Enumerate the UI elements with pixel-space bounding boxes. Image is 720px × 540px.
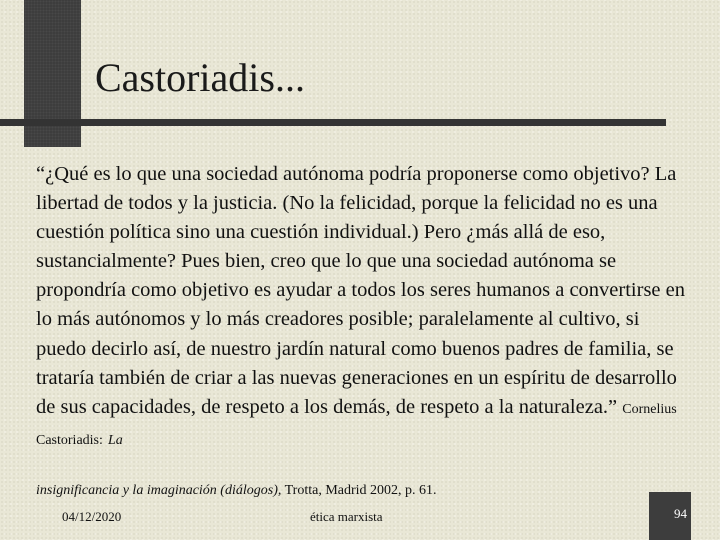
page-number-box xyxy=(649,492,691,540)
citation-work-start: La xyxy=(108,432,123,448)
citation-publisher: Trotta, Madrid 2002, p. 61. xyxy=(284,483,437,498)
page-number: 94 xyxy=(674,506,687,521)
footer-center-text: ética marxista xyxy=(310,509,383,524)
citation-line xyxy=(36,482,686,500)
title-underline-rule xyxy=(0,119,666,126)
footer-date: 04/12/2020 xyxy=(62,509,122,524)
quote-text xyxy=(36,160,686,455)
slide-title: Castoriadis... xyxy=(95,55,305,100)
citation-author: Cornelius Castoriadis: xyxy=(36,401,677,448)
citation-work-title: insignificancia y la imaginación (diálogos), xyxy=(36,483,282,498)
quote-body: “¿Qué es lo que una sociedad autónoma podría proponerse como objetivo? La libertad de todos y la justicia. (No la felicidad, porque la felicidad no es una cuestión política sino una cuestión individual.) Pero ¿más allá de eso, sustancialmente? Pues bien, creo que lo que una sociedad autónoma se propondría como objetivo es ayudar a todos los seres humanos a convertirse en lo más autónomos y lo más creadores posible; paralelamente al cultivo, si puedo decirlo así, de nuestro jardín natural como buenos padres de familia, se trataría también de criar a las nuevas generaciones en un espíritu de desarrollo de sus capacidades, de respeto a los demás, de respeto a la naturaleza.” xyxy=(36,163,685,418)
